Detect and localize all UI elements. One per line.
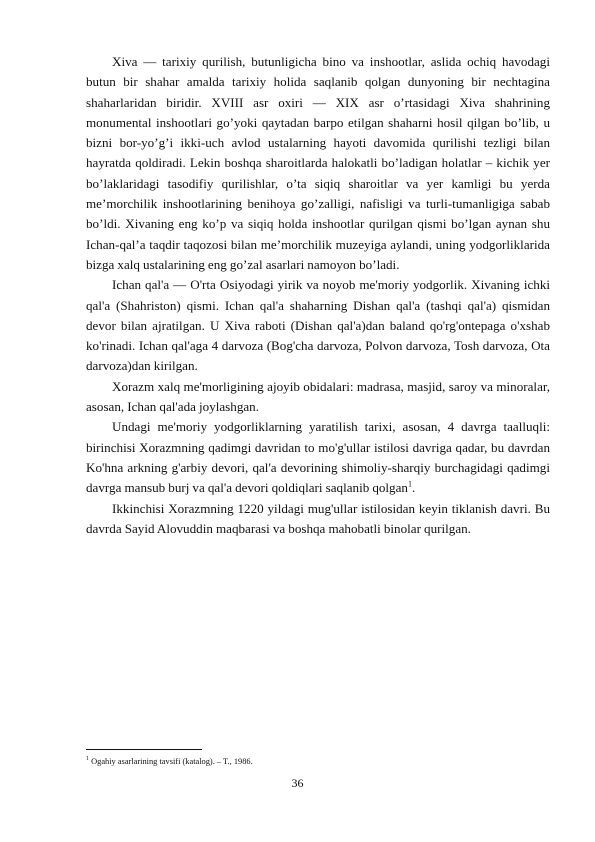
footnote-text: Ogahiy asarlarining tavsifi (katalog). – T., 1986.: [91, 756, 253, 766]
paragraph-periods-text: Undagi me'moriy yodgorliklarning yaratilish tarixi, asosan, 4 davrga taalluqli: birinchisi Xorazmning qadimgi davridan to mo'g'ullar istilosi davriga qadar, bu davrdan Ko'hna arkning g'arbiy devori, qal'a devorining shimoliy-sharqiy burchagidagi qadimgi davrga mansub burj va qal'a devori qoldiqlari saqlanib qolgan: [86, 419, 550, 496]
paragraph-periods: [86, 417, 550, 498]
paragraph-periods-end: .: [411, 480, 416, 496]
paragraph-second-period: Ikkinchisi Xorazmning 1220 yildagi mug'ullar istilosidan keyin tiklanish davri. Bu davrda Sayid Alovuddin maqbarasi va boshqa mahobatli binolar qurilgan.: [86, 500, 550, 536]
footnote: [86, 754, 550, 767]
page-number: 36: [291, 776, 304, 790]
footnote-divider: [86, 749, 202, 750]
paragraph-xiva-history: Xiva — tarixiy qurilish, butunligicha bino va inshootlar, aslida ochiq havodagi butun bir shahar amalda tarixiy holida saqlanib qolgan dunyoning bir nechtagina shaharlaridan biridir. XVIII asr oxiri — XIX asr o’rtasidagi Xiva shahrining monumental inshootlari go’yoki qaytadan barpo etilgan shaharni hosil qilgan bo’lib, u bizni bor-yo’g’i ikki-uch avlod ustalarning hayoti davomida qurilishi tezligi bilan hayratda qoldiradi. Lekin boshqa sharoitlarda halokatli bo’ladigan holatlar – kichik yer bo’laklaridagi tasodifiy qurilishlar, o’ta siqiq sharoitlar va yer kamligi bu yerda me’morchilik inshootlarining benihoya go’zalligi, nafisligi va turli-tumanligiga sabab bo’ldi. Xivaning eng ko’p va siqiq holda inshootlar qurilgan qismi bo’lgan aynan shu Ichan-qal’a taqdir taqozosi bilan me’morchilik muzeyiga aylandi, uning yodgorliklarida bizga xalq ustalarining eng go’zal asarlari namoyon bo’ladi.: [86, 54, 550, 272]
paragraph-ichan-qala: Ichan qal'a — O'rta Osiyodagi yirik va noyob me'moriy yodgorlik. Xivaning ichki qal'a (Shahriston) qismi. Ichan qal'a shaharning Dishan qal'a (tashqi qal'a) qismidan devor bilan ajratilgan. U Xiva raboti (Dishan qal'a)dan baland qo'rg'ontepaga o'xshab ko'rinadi. Ichan qal'aga 4 darvoza (Bog'cha darvoza, Polvon darvoza, Tosh darvoza, Ota darvoza)dan kirilgan.: [86, 277, 550, 374]
footnote-reference[interactable]: 1: [407, 479, 412, 489]
footnote-marker: 1: [86, 756, 89, 762]
body-text: [86, 52, 550, 539]
paragraph-monuments: Xorazm xalq me'morligining ajoyib obidalari: madrasa, masjid, saroy va minoralar, asosan, Ichan qal'ada joylashgan.: [86, 378, 550, 415]
